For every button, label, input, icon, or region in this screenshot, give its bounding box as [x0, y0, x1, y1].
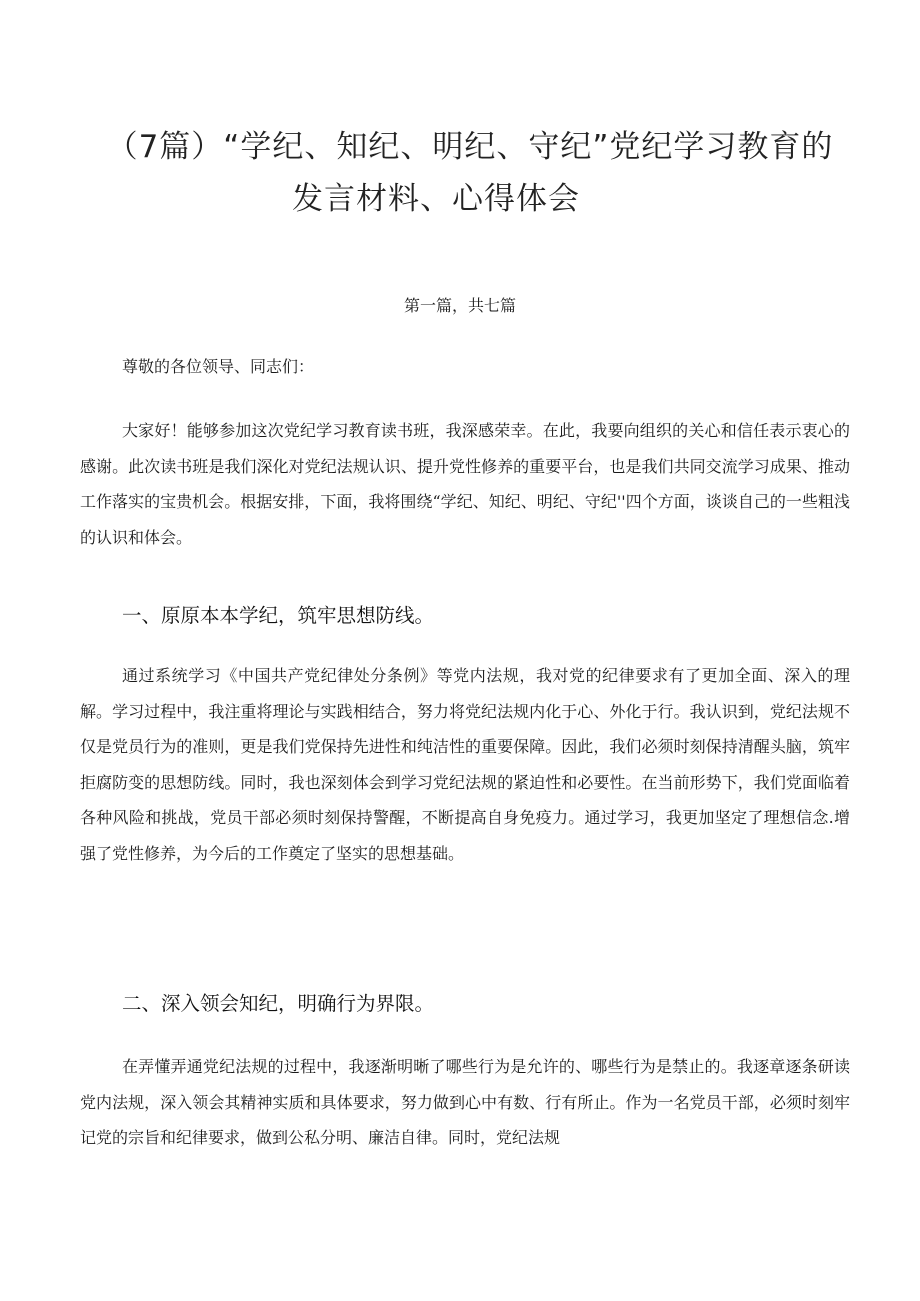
title-line-2: 发言材料、心得体会: [292, 181, 580, 217]
section-heading-1: 一、原原本本学纪，筑牢思想防线。: [122, 604, 435, 627]
paragraph-intro: 大家好！能够参加这次党纪学习教育读书班，我深感荣幸。在此，我要向组织的关心和信任表示衷心的感谢。此次读书班是我们深化对党纪法规认识、提升党性修养的重要平台，也是我们共同交流学习成果、推动工作落实的宝贵机会。根据安排，下面，我将围绕“学纪、知纪、明纪、守纪''四个方面，谈谈自己的一些粗浅的认识和体会。: [80, 421, 850, 547]
title-line-1: （7篇）“学纪、知纪、明纪、守纪”党纪学习教育的: [106, 129, 834, 165]
paragraph-section-1: 通过系统学习《中国共产党纪律处分条例》等党内法规，我对党的纪律要求有了更加全面、深入的理解。学习过程中，我注重将理论与实践相结合，努力将党纪法规内化于心、外化于行。我认识到，党纪法规不仅是党员行为的准则，更是我们党保持先进性和纯洁性的重要保障。因此，我们必须时刻保持清醒头脑，筑牢拒腐防变的思想防线。同时，我也深刻体会到学习党纪法规的紧迫性和必要性。在当前形势下，我们党面临着各种风险和挑战，党员干部必须时刻保持警醒，不断提高自身免疫力。通过学习，我更加坚定了理想信念.增强了党性修养，为今后的工作奠定了坚实的思想基础。: [80, 666, 850, 863]
section-subtitle: 第一篇，共七篇: [403, 296, 516, 315]
section-heading-2: 二、深入领会知纪，明确行为界限。: [122, 992, 435, 1015]
document-title: [60, 121, 880, 225]
paragraph-section-2: 在弄懂弄通党纪法规的过程中，我逐渐明晰了哪些行为是允许的、哪些行为是禁止的。我逐章逐条研读党内法规，深入领会其精神实质和具体要求，努力做到心中有数、行有所止。作为一名党员干部，必须时刻牢记党的宗旨和纪律要求，做到公私分明、廉洁自律。同时，党纪法规: [80, 1057, 850, 1147]
salutation: 尊敬的各位领导、同志们：: [122, 357, 315, 376]
